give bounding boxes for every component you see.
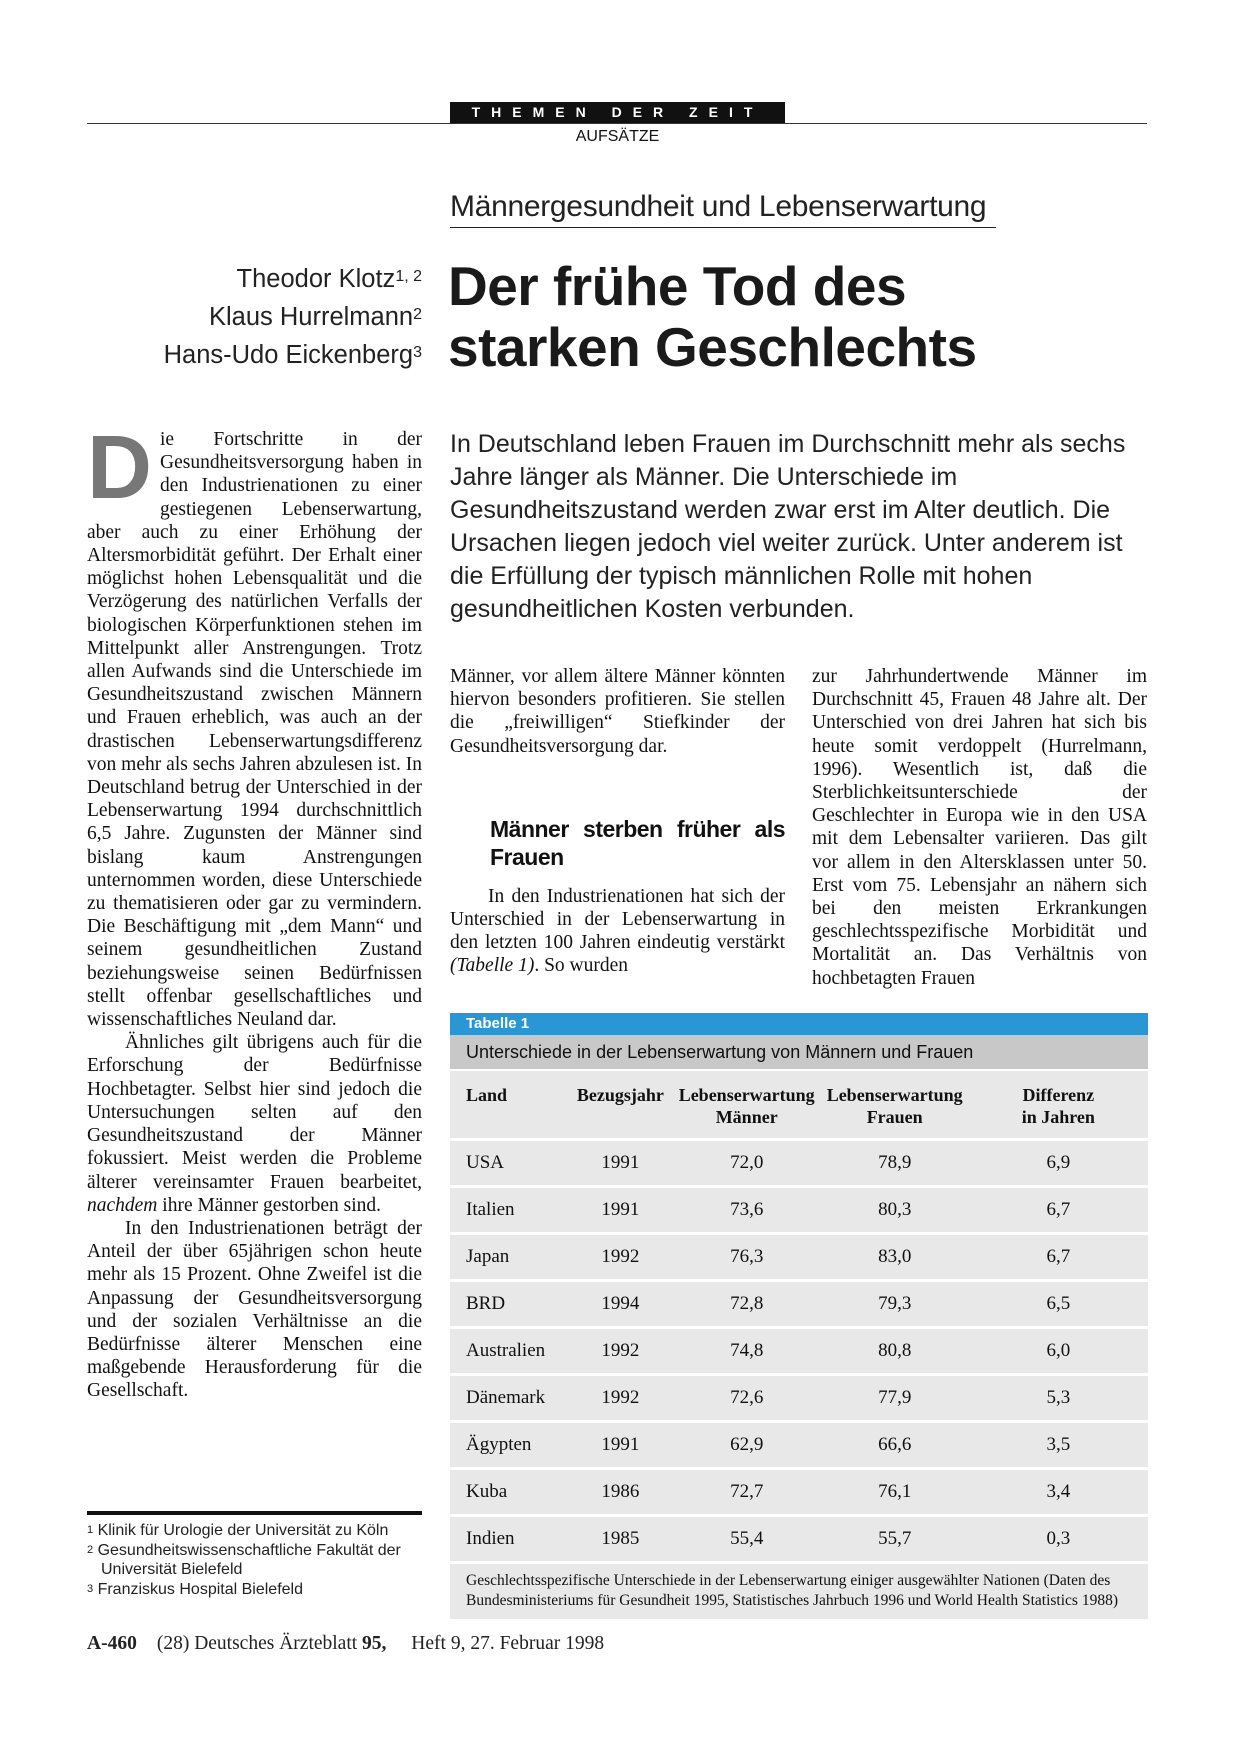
volume-number: 95, bbox=[362, 1633, 387, 1654]
table-row: USA 1991 72,0 78,9 6,9 bbox=[450, 1141, 1148, 1185]
table-row: BRD 1994 72,8 79,3 6,5 bbox=[450, 1282, 1148, 1326]
paragraph: zur Jahrhundertwende Männer im Durchschnitt 45, Frauen 48 Jahre alt. Der Unterschied von drei Jahren hat sich bis heute somit verdoppelt (Hurrelmann, 1996). Wesentlich ist, daß die Sterblichkeitsunterschiede der Geschlechter in Europa wie in den USA mit dem Lebensalter variieren. Das gilt vor allem in den Altersklassen unter 50. Erst vom 75. Lebensjahr an nähern sich bei den meisten Erkrankungen geschlechtsspezifische Morbidität und Mortalität an. Das Verhältnis von hochbetagten Frauen bbox=[812, 666, 1147, 989]
paragraph: Männer, vor allem ältere Männer könnten hiervon besonders profitieren. Sie stellen die „freiwilligen“ Stiefkinder der Gesundheitsversorgung dar. bbox=[450, 666, 785, 757]
author: Theodor Klotz$^{1, 2}$ bbox=[236, 265, 422, 293]
body-column-left bbox=[87, 418, 422, 1403]
table-label: Tabelle 1 bbox=[450, 1013, 1148, 1035]
footnotes bbox=[87, 1521, 427, 1599]
page-number: A-460 bbox=[87, 1633, 137, 1654]
header-rule bbox=[87, 123, 1147, 124]
article-title: Der frühe Tod des starken Geschlechts bbox=[448, 255, 977, 378]
body-column-middle bbox=[450, 665, 785, 978]
page-footer: A-460 (28) Deutsches Ärzteblatt 95, Heft 9, 27. Februar 1998 bbox=[87, 1633, 605, 1654]
table-row: Dänemark 1992 72,6 77,9 5,3 bbox=[450, 1376, 1148, 1420]
table-header-row bbox=[450, 1071, 1148, 1138]
author: Hans-Udo Eickenberg$^3$ bbox=[163, 341, 422, 369]
table-row: Indien 1985 55,4 55,7 0,3 bbox=[450, 1517, 1148, 1561]
paragraph: Ähnliches gilt übrigens auch für die Erforschung der Bedürfnisse Hochbetagter. Selbst hier sind jedoch die Untersuchungen selten auf den Gesundheitszustand der Männer fokussiert. Meist werden die Probleme älterer vereinsamter Frauen bearbeitet, nachdem ihre Männer gestorben sind. bbox=[87, 1032, 422, 1216]
author-list bbox=[164, 260, 422, 374]
paragraph: In den Industrienationen beträgt der Anteil der über 65jährigen schon heute mehr als 15 Prozent. Ohne Zweifel ist die Anpassung der Gesundheitsversorgung und der sozialen Verhältnisse an die Bedürfnisse älterer Menschen eine maßgebende Herausforderung für die Gesellschaft. bbox=[87, 1217, 422, 1402]
column-header: Lebenserwartung Frauen bbox=[821, 1071, 969, 1138]
paragraph: Die Fortschritte in der Gesundheitsversorgung haben in den Industrienationen zu einer gestiegenen Lebenserwartung, aber auch zu einer Erhöhung der Altersmorbidität geführt. Der Erhalt einer möglichst hohen Lebensqualität und die Verzögerung des natürlichen Verfalls der biologischen Körperfunktionen stehen im Mittelpunkt aller Anstrengungen. Trotz allen Aufwands sind die Unterschiede im Gesundheitszustand zwischen Männern und Frauen erheblich, was auch an der drastischen Lebenserwartungsdifferenz von mehr als sechs Jahren abzulesen ist. In Deutschland betrug der Unterschied in der Lebenserwartung 1994 durchschnittlich 6,5 Jahre. Zugunsten der Männer sind bislang kaum Anstrengungen unternommen worden, diese Unterschiede zu thematisieren oder gar zu vermindern. Die Beschäftigung mit „dem Mann“ und seinem gesundheitlichen Zustand beziehungsweise seinen Bedürfnissen stellt offenbar gesellschaftliches und wissenschaftliches Neuland dar. bbox=[87, 418, 422, 1031]
body-column-right bbox=[812, 665, 1147, 990]
table-row: Ägypten 1991 62,9 66,6 3,5 bbox=[450, 1423, 1148, 1467]
table-row: Italien 1991 73,6 80,3 6,7 bbox=[450, 1188, 1148, 1232]
drop-cap: D bbox=[87, 418, 152, 518]
table-row: Japan 1992 76,3 83,0 6,7 bbox=[450, 1235, 1148, 1279]
life-expectancy-table bbox=[450, 1068, 1148, 1564]
column-header: Land bbox=[450, 1071, 568, 1138]
column-header: Lebenserwartung Männer bbox=[673, 1071, 821, 1138]
footnote-rule bbox=[87, 1511, 422, 1515]
section-banner: THEMEN DER ZEIT bbox=[450, 102, 785, 123]
footnote: $^1$ Klinik für Urologie der Universität zu Köln bbox=[87, 1522, 389, 1539]
section-heading: Männer sterben früher als Frauen bbox=[490, 815, 785, 870]
table-caption: Geschlechtsspezifische Unterschiede in der Lebenserwartung einiger ausgewählter Nationen (Daten des Bundesministeriums für Gesundheit 1995, Statistisches Jahrbuch 1996 und World Health Statistics 1988) bbox=[450, 1564, 1148, 1619]
data-table-block bbox=[450, 1013, 1148, 1619]
author: Klaus Hurrelmann$^2$ bbox=[209, 303, 422, 331]
paragraph: In den Industrienationen hat sich der Unterschied in der Lebenserwartung in den letzten 100 Jahren eindeutig verstärkt (Tabelle 1). So wurden bbox=[450, 885, 785, 977]
table-title: Unterschiede in der Lebenserwartung von Männern und Frauen bbox=[450, 1035, 1148, 1071]
footnote: $^2$ Gesundheitswissenschaftliche Fakultät der Universität Bielefeld bbox=[87, 1541, 401, 1578]
article-kicker: Männergesundheit und Lebenserwartung bbox=[450, 190, 996, 228]
column-header: Differenz in Jahren bbox=[969, 1071, 1148, 1138]
article-lead: In Deutschland leben Frauen im Durchschnitt mehr als sechs Jahre länger als Männer. Die Unterschiede im Gesundheitszustand werden zwar erst im Alter deutlich. Die Ursachen liegen jedoch viel weiter zurück. Unter anderem ist die Erfüllung der typisch männlichen Rolle mit hohen gesundheitlichen Kosten verbunden. bbox=[450, 430, 1126, 623]
footnote: $^3$ Franziskus Hospital Bielefeld bbox=[87, 1580, 303, 1598]
table-row: Kuba 1986 72,7 76,1 3,4 bbox=[450, 1470, 1148, 1514]
column-header: Bezugsjahr bbox=[568, 1071, 673, 1138]
subsection-label: AUFSÄTZE bbox=[575, 128, 660, 145]
table-row: Australien 1992 74,8 80,8 6,0 bbox=[450, 1329, 1148, 1373]
